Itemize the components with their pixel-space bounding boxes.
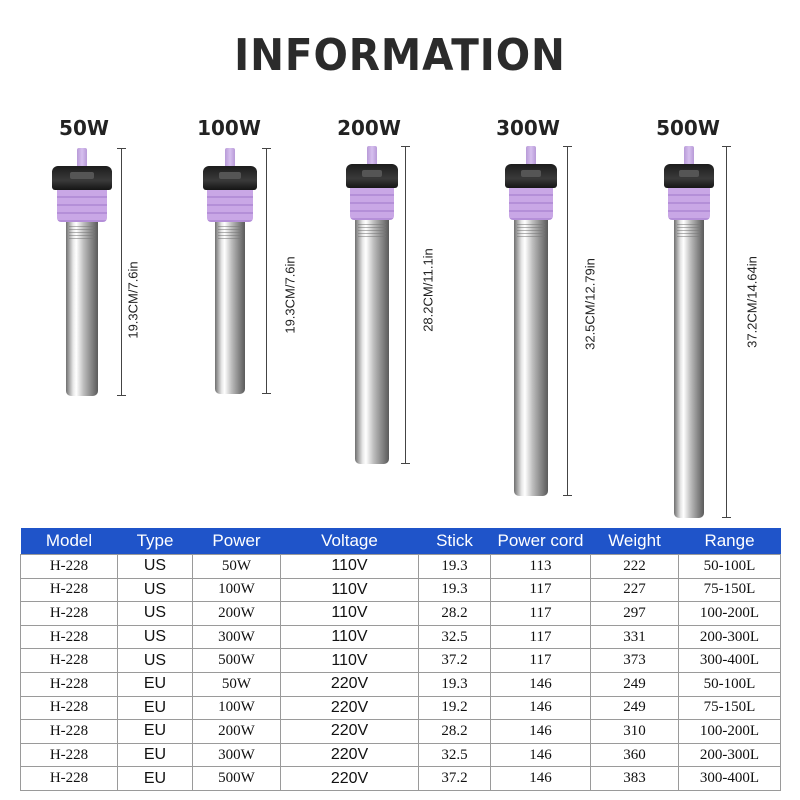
- cell-power: 200W: [193, 720, 281, 744]
- cell-weight: 227: [591, 578, 679, 602]
- cell-voltage: 220V: [281, 767, 419, 791]
- table-header-row: [21, 528, 781, 555]
- cell-voltage: 110V: [281, 578, 419, 602]
- cell-model: H-228: [21, 578, 118, 602]
- cell-stick: 28.2: [419, 720, 491, 744]
- cell-range: 300-400L: [679, 767, 781, 791]
- cell-voltage: 220V: [281, 672, 419, 696]
- cell-type: US: [118, 555, 193, 579]
- cell-range: 200-300L: [679, 625, 781, 649]
- header-stick: Stick: [419, 528, 491, 555]
- heater-300w-dimension-line: [567, 146, 568, 496]
- cell-voltage: 110V: [281, 649, 419, 673]
- cell-type: US: [118, 649, 193, 673]
- cell-range: 100-200L: [679, 602, 781, 626]
- cell-weight: 331: [591, 625, 679, 649]
- heater-500w-label: 500W: [656, 116, 720, 140]
- cell-weight: 360: [591, 743, 679, 767]
- heater-100w-image: [203, 148, 257, 394]
- heater-200w-dimension: 28.2CM/11.1in: [420, 248, 436, 332]
- cell-power-cord: 117: [491, 649, 591, 673]
- table-row: [21, 767, 781, 791]
- heater-50w-dimension-line: [121, 148, 122, 396]
- table-row: [21, 720, 781, 744]
- cell-power-cord: 146: [491, 743, 591, 767]
- heater-500w-dimension: 37.2CM/14.64in: [744, 256, 760, 348]
- cell-type: US: [118, 625, 193, 649]
- cell-power-cord: 146: [491, 767, 591, 791]
- cell-power-cord: 146: [491, 720, 591, 744]
- cell-type: EU: [118, 720, 193, 744]
- cell-range: 300-400L: [679, 649, 781, 673]
- cell-stick: 19.3: [419, 578, 491, 602]
- cell-range: 100-200L: [679, 720, 781, 744]
- header-range: Range: [679, 528, 781, 555]
- cell-power: 50W: [193, 555, 281, 579]
- cell-voltage: 220V: [281, 743, 419, 767]
- cell-model: H-228: [21, 649, 118, 673]
- cell-model: H-228: [21, 602, 118, 626]
- cell-voltage: 110V: [281, 625, 419, 649]
- cell-power: 300W: [193, 743, 281, 767]
- cell-power-cord: 113: [491, 555, 591, 579]
- header-power: Power: [193, 528, 281, 555]
- cell-power: 500W: [193, 767, 281, 791]
- table-row: [21, 625, 781, 649]
- cell-model: H-228: [21, 672, 118, 696]
- cell-weight: 222: [591, 555, 679, 579]
- table-row: [21, 649, 781, 673]
- cell-stick: 32.5: [419, 625, 491, 649]
- cell-range: 200-300L: [679, 743, 781, 767]
- header-type: Type: [118, 528, 193, 555]
- cell-voltage: 220V: [281, 720, 419, 744]
- heater-300w-dimension: 32.5CM/12.79in: [582, 258, 598, 350]
- table-row: [21, 743, 781, 767]
- table-row: [21, 672, 781, 696]
- spec-table: [20, 528, 781, 791]
- heater-50w-dimension: 19.3CM/7.6in: [125, 261, 141, 339]
- header-weight: Weight: [591, 528, 679, 555]
- cell-range: 50-100L: [679, 555, 781, 579]
- cell-type: EU: [118, 743, 193, 767]
- table-row: [21, 602, 781, 626]
- header-voltage: Voltage: [281, 528, 419, 555]
- table-row: [21, 696, 781, 720]
- cell-power: 500W: [193, 649, 281, 673]
- cell-weight: 249: [591, 672, 679, 696]
- cell-voltage: 220V: [281, 696, 419, 720]
- cell-weight: 383: [591, 767, 679, 791]
- cell-type: EU: [118, 767, 193, 791]
- heater-50w-image: [52, 148, 112, 396]
- cell-type: EU: [118, 672, 193, 696]
- heater-500w-image: [664, 146, 714, 518]
- table-row: [21, 555, 781, 579]
- cell-model: H-228: [21, 625, 118, 649]
- heater-100w-dimension: 19.3CM/7.6in: [282, 256, 298, 334]
- cell-power-cord: 146: [491, 672, 591, 696]
- heater-300w-label: 300W: [496, 116, 560, 140]
- cell-voltage: 110V: [281, 555, 419, 579]
- cell-stick: 37.2: [419, 649, 491, 673]
- heater-100w-label: 100W: [197, 116, 261, 140]
- heater-300w-image: [505, 146, 557, 496]
- cell-stick: 19.3: [419, 555, 491, 579]
- heater-500w-dimension-line: [726, 146, 727, 518]
- table-row: [21, 578, 781, 602]
- cell-stick: 37.2: [419, 767, 491, 791]
- cell-voltage: 110V: [281, 602, 419, 626]
- cell-power-cord: 117: [491, 578, 591, 602]
- cell-type: EU: [118, 696, 193, 720]
- header-model: Model: [21, 528, 118, 555]
- cell-stick: 32.5: [419, 743, 491, 767]
- cell-range: 75-150L: [679, 578, 781, 602]
- cell-type: US: [118, 578, 193, 602]
- cell-stick: 19.3: [419, 672, 491, 696]
- cell-type: US: [118, 602, 193, 626]
- cell-range: 50-100L: [679, 672, 781, 696]
- cell-power: 50W: [193, 672, 281, 696]
- heater-100w-dimension-line: [266, 148, 267, 394]
- cell-model: H-228: [21, 555, 118, 579]
- cell-model: H-228: [21, 696, 118, 720]
- heater-200w-image: [346, 146, 398, 464]
- cell-power-cord: 146: [491, 696, 591, 720]
- cell-power: 300W: [193, 625, 281, 649]
- cell-power: 200W: [193, 602, 281, 626]
- header-power-cord: Power cord: [491, 528, 591, 555]
- page-title: INFORMATION: [234, 30, 566, 81]
- cell-model: H-228: [21, 767, 118, 791]
- cell-power: 100W: [193, 578, 281, 602]
- cell-weight: 310: [591, 720, 679, 744]
- cell-model: H-228: [21, 720, 118, 744]
- cell-power: 100W: [193, 696, 281, 720]
- heater-200w-dimension-line: [405, 146, 406, 464]
- cell-weight: 297: [591, 602, 679, 626]
- cell-stick: 19.2: [419, 696, 491, 720]
- cell-range: 75-150L: [679, 696, 781, 720]
- cell-weight: 373: [591, 649, 679, 673]
- cell-power-cord: 117: [491, 602, 591, 626]
- heater-50w-label: 50W: [59, 116, 109, 140]
- cell-power-cord: 117: [491, 625, 591, 649]
- heater-200w-label: 200W: [337, 116, 401, 140]
- cell-model: H-228: [21, 743, 118, 767]
- cell-weight: 249: [591, 696, 679, 720]
- cell-stick: 28.2: [419, 602, 491, 626]
